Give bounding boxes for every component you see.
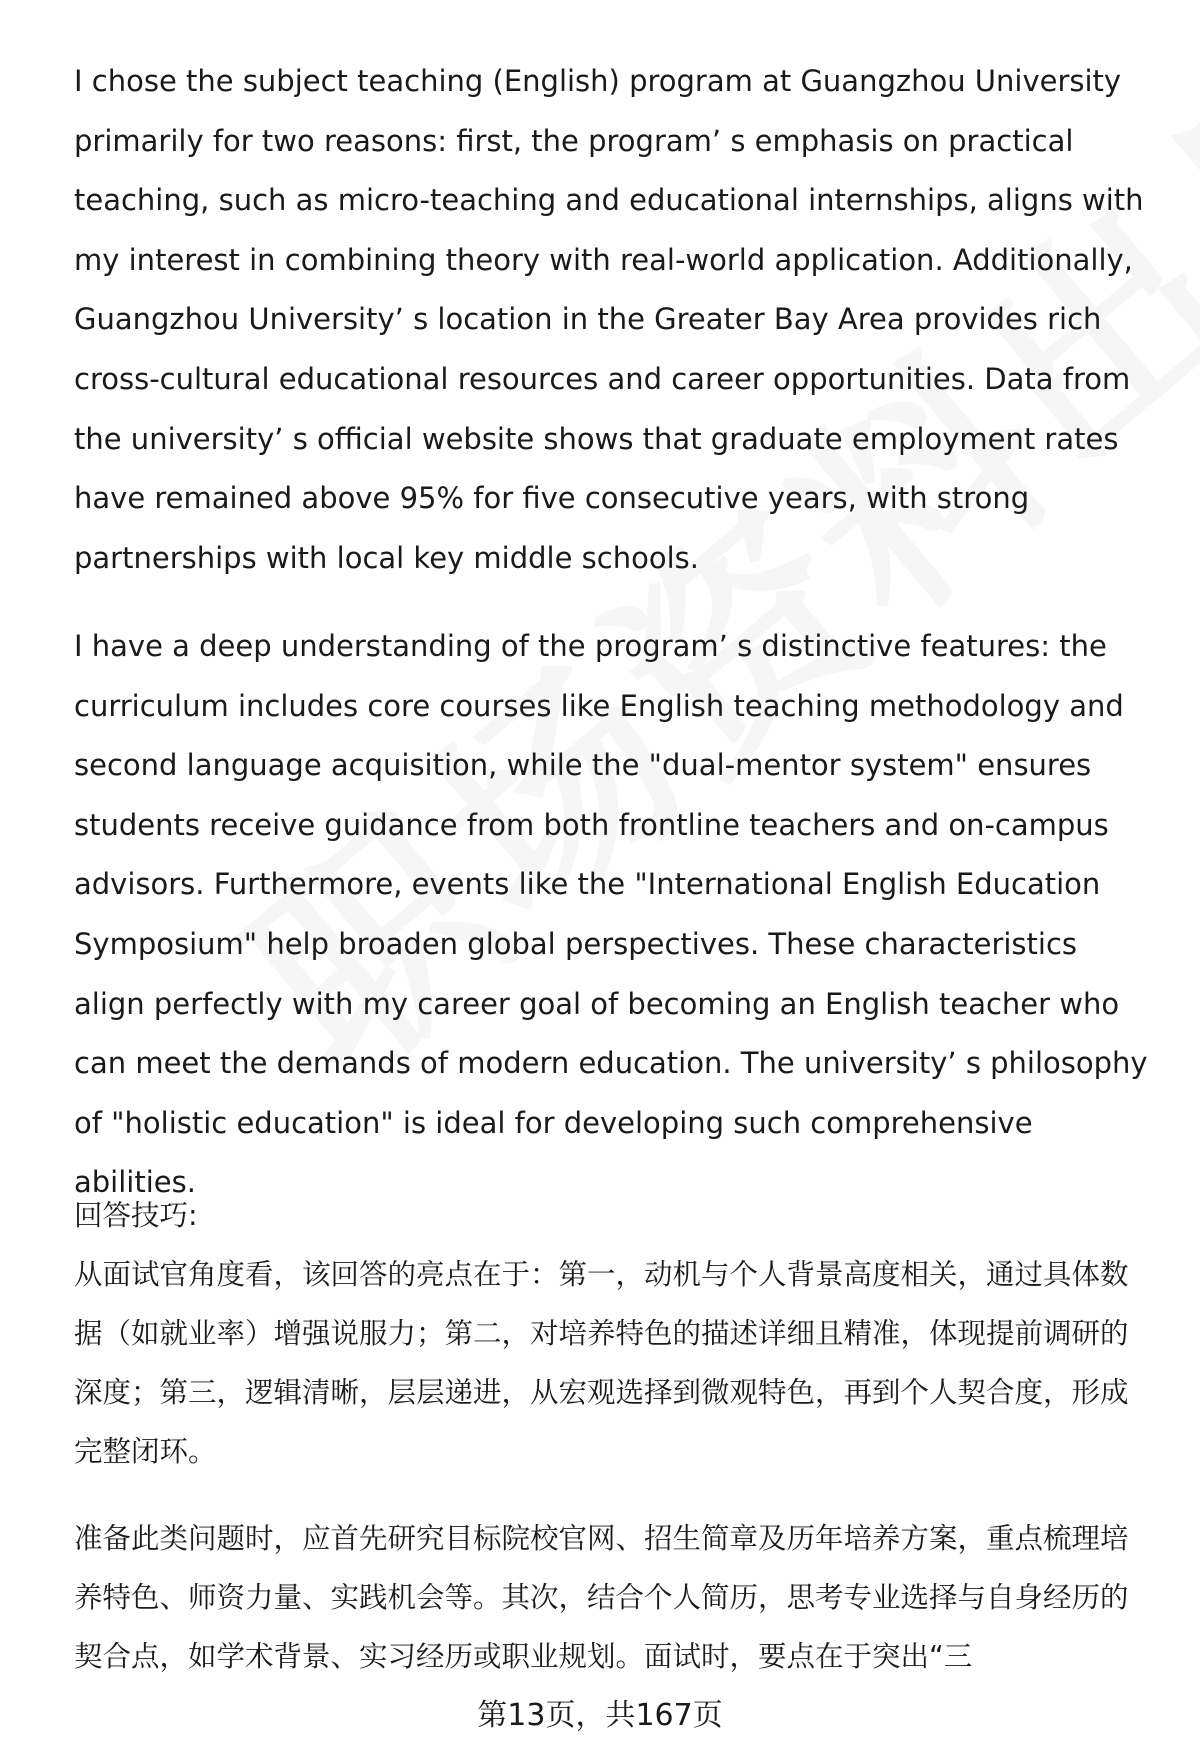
tips-label: 回答技巧:: [74, 1199, 198, 1232]
page-number: 第13页，共167页: [477, 1698, 723, 1733]
tips-paragraph-1: 从面试官角度看，该回答的亮点在于：第一，动机与个人背景高度相关，通过具体数据（如就业率）增强说服力；第二，对培养特色的描述详细且精准，体现提前调研的深度；第三，逻辑清晰，层层递进，从宏观选择到微观特色，再到个人契合度，形成完整闭环。: [74, 1258, 1129, 1468]
answer-paragraph-2: I have a deep understanding of the program’ s distinctive features: the curriculum includes core courses like English teaching methodology and second language acquisition, while the "dual-mentor system" ensures students receive guidance from both frontline teachers and on-campus advisors. Furthermore, events like the "International English Education Symposium" help broaden global perspectives. These characteristics align perfectly with my career goal of becoming an English teacher who can meet the demands of modern education. The university’ s philosophy of "holistic education" is ideal for developing such comprehensive abilities.: [74, 629, 1148, 1200]
answer-paragraph-1: I chose the subject teaching (English) program at Guangzhou University primarily for two reasons: first, the program’ s emphasis on practical teaching, such as micro-teaching and educational internships, aligns with my interest in combining theory with real-world application. Additionally, Guangzhou University’ s location in the Greater Bay Area provides rich cross-cultural educational resources and career opportunities. Data from the university’ s official website shows that graduate employment rates have remained above 95% for five consecutive years, with strong partnerships with local key middle schools.: [74, 64, 1144, 575]
tips-paragraph-2: 准备此类问题时，应首先研究目标院校官网、招生简章及历年培养方案，重点梳理培养特色、师资力量、实践机会等。其次，结合个人简历，思考专业选择与自身经历的契合点，如学术背景、实习经历或职业规划。面试时，要点在于突出“三: [74, 1522, 1129, 1673]
